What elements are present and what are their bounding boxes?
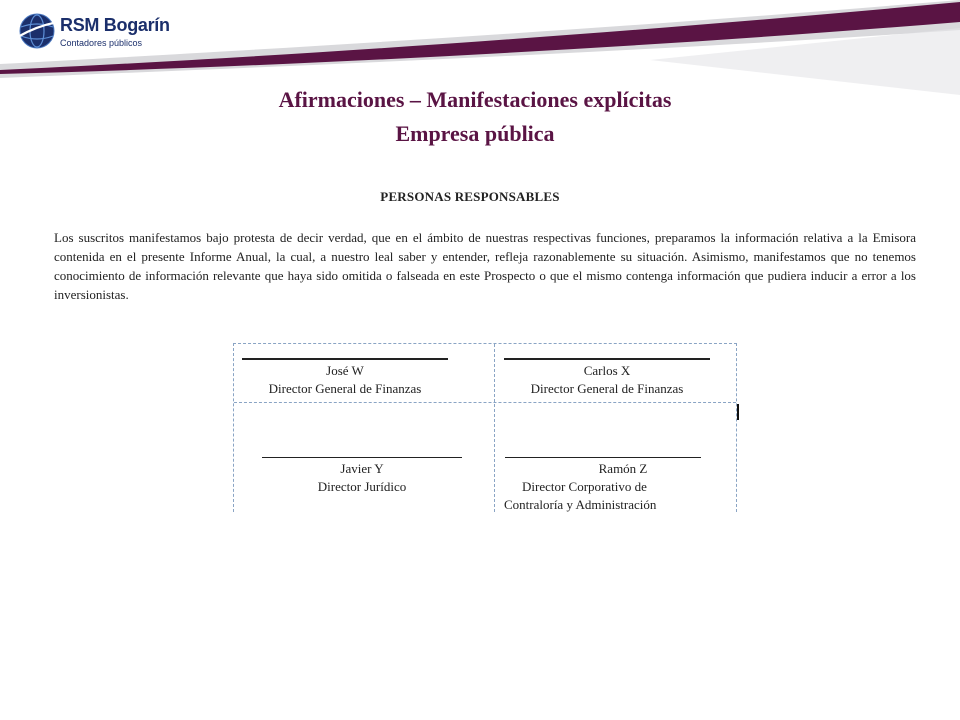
signer-role: Director General de Finanzas (530, 381, 684, 396)
document-paragraph: Los suscritos manifestamos bajo protesta de decir verdad, que en el ámbito de nuestras respectivas funciones, preparamos la información relativa a la Emisora contenida en el presente Informe Anual, la cual, a nuestro leal saber y entender, refleja razonablemente su situación. Asimismo, manifestamos que no tenemos conocimiento de información relevante que haya sido omitida o falseada en este Prospecto o que el mismo contenga información que pudiera inducir a error a los inversionistas. (54, 230, 916, 302)
signer-name: Ramón Z (598, 461, 648, 476)
signer-role: Director Jurídico (317, 479, 407, 494)
company-logo (18, 12, 170, 56)
signer-role: Director General de Finanzas (268, 381, 422, 396)
signature-line (262, 457, 462, 458)
signer-role-line1: Director Corporativo de (522, 479, 647, 494)
signature-line (505, 457, 701, 458)
logo-name: RSM Bogarín (60, 15, 170, 35)
slide-subtitle: Empresa pública (395, 121, 555, 146)
signature-table (233, 343, 737, 512)
signature-block (502, 358, 712, 398)
slide-title: Afirmaciones – Manifestaciones explícitas (278, 87, 672, 112)
signature-line (504, 358, 710, 360)
signer-name: Javier Y (340, 461, 384, 476)
signature-block (262, 457, 462, 496)
signature-block (504, 457, 702, 514)
signer-role-line2: Contraloría y Administración (504, 497, 657, 512)
signer-name: Carlos X (583, 363, 631, 378)
text-cursor-icon (737, 404, 739, 420)
signature-block (240, 358, 450, 398)
globe-icon (18, 12, 56, 50)
table-divider (494, 344, 495, 512)
signature-line (242, 358, 448, 360)
signer-name: José W (326, 363, 364, 378)
logo-subtitle: Contadores públicos (60, 38, 143, 48)
table-divider (234, 402, 736, 403)
document-heading: PERSONAS RESPONSABLES (380, 189, 560, 204)
